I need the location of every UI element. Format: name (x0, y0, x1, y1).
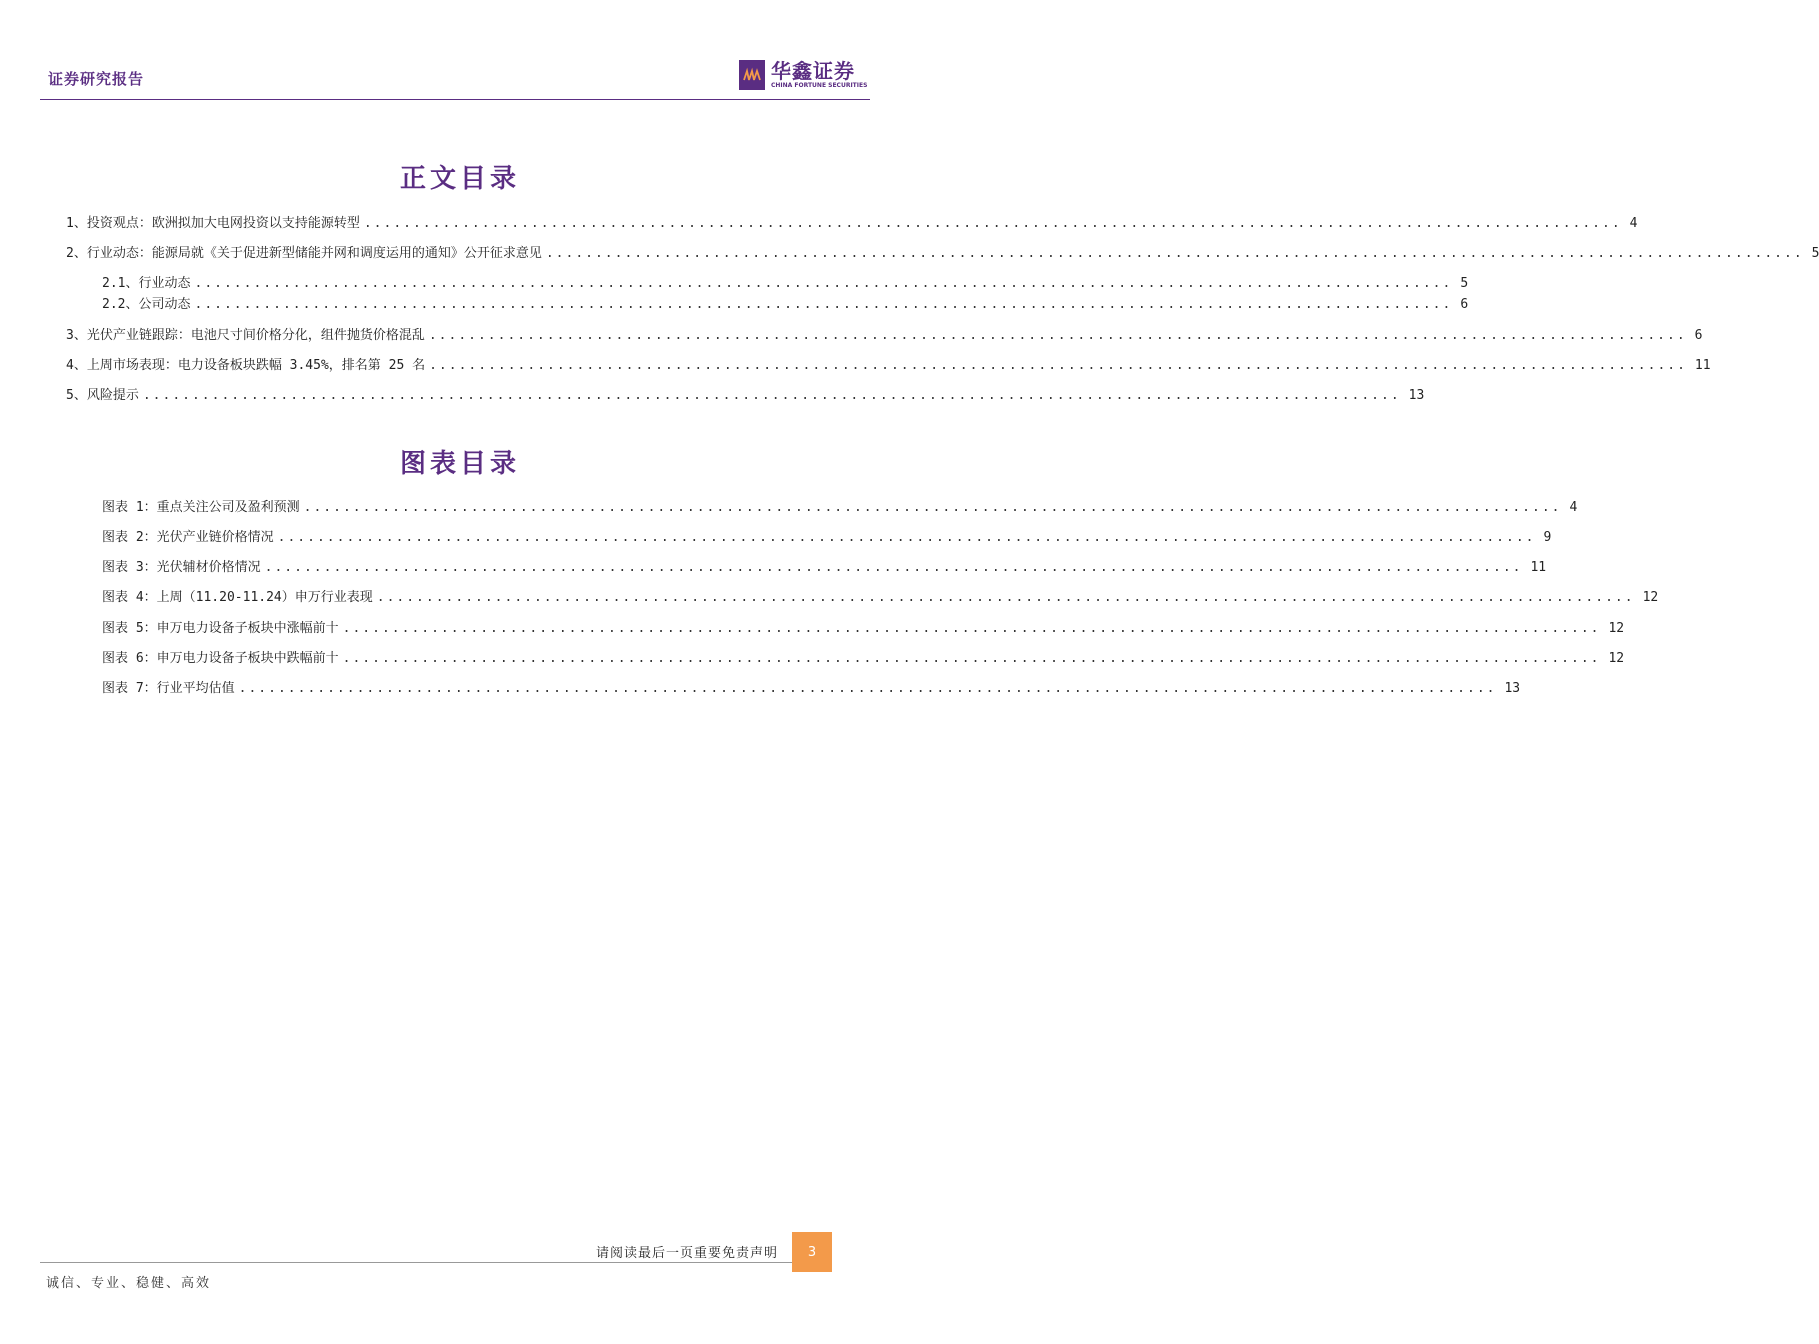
figure-toc-item-2[interactable] (102, 526, 1552, 546)
figure-toc-item-3[interactable] (102, 556, 1547, 576)
logo-en-text: CHINA FORTUNE SECURITIES (771, 82, 868, 89)
toc-item-text: 风险提示 (86, 388, 139, 403)
main-toc-title: 正文目录 (399, 164, 520, 194)
logo-mark-icon (739, 60, 765, 90)
toc-leader-dots: ................................................................................................................................ (363, 216, 1622, 231)
toc-item-page: 11 (1694, 358, 1711, 373)
figure-toc-page: 12 (1642, 590, 1659, 605)
page-number-badge: 3 (792, 1232, 832, 1272)
toc-item-page: 13 (1408, 388, 1425, 403)
toc-item-number: 5、 (66, 388, 87, 403)
figure-toc-item-4[interactable] (102, 586, 1659, 606)
header-divider (40, 99, 870, 100)
toc-item-3[interactable] (66, 324, 1703, 344)
figure-toc-text: 图表 5：申万电力设备子板块中涨幅前十 (102, 621, 339, 636)
figure-toc-text: 图表 3：光伏辅材价格情况 (102, 560, 261, 575)
toc-leader-dots: ................................................................................................................................ (428, 328, 1687, 343)
toc-item-4[interactable] (66, 354, 1711, 374)
toc-item-number: 2、 (66, 246, 87, 261)
toc-item-page: 4 (1629, 216, 1638, 231)
report-type-label: 证券研究报告 (48, 70, 145, 88)
figure-toc-page: 12 (1608, 651, 1625, 666)
toc-item-text: 光伏产业链跟踪：电池尺寸间价格分化，组件抛货价格混乱 (86, 328, 425, 343)
figure-toc-item-6[interactable] (102, 647, 1625, 667)
toc-item-page: 5 (1811, 246, 1819, 261)
figure-toc-page: 12 (1608, 621, 1625, 636)
toc-item-5[interactable] (66, 384, 1425, 404)
footer-disclaimer: 请阅读最后一页重要免责声明 (596, 1246, 779, 1261)
toc-item-page: 6 (1694, 328, 1703, 343)
toc-leader-dots: ................................................................................................................................ (342, 621, 1601, 636)
toc-leader-dots: ................................................................................................................................ (545, 246, 1804, 261)
toc-leader-dots: ................................................................................................................................ (142, 388, 1401, 403)
toc-item-number: 4、 (66, 358, 87, 373)
figure-toc-text: 图表 2：光伏产业链价格情况 (102, 530, 274, 545)
toc-item-2-1[interactable] (102, 272, 1469, 292)
logo-cn-text: 华鑫证券 (771, 59, 855, 83)
toc-item-number: 2.2、 (102, 297, 139, 312)
toc-item-text: 行业动态 (138, 276, 191, 291)
toc-item-2-2[interactable] (102, 293, 1469, 313)
figure-toc-text: 图表 7：行业平均估值 (102, 681, 235, 696)
footer-motto: 诚信、专业、稳健、高效 (46, 1276, 212, 1291)
toc-leader-dots: ................................................................................................................................ (376, 590, 1635, 605)
toc-item-number: 3、 (66, 328, 87, 343)
toc-leader-dots: ................................................................................................................................ (277, 530, 1536, 545)
figure-toc-page: 11 (1530, 560, 1547, 575)
figure-toc-title: 图表目录 (399, 449, 520, 479)
toc-leader-dots: ................................................................................................................................ (303, 500, 1562, 515)
toc-item-page: 6 (1460, 297, 1469, 312)
figure-toc-page: 9 (1543, 530, 1552, 545)
figure-toc-item-1[interactable] (102, 496, 1578, 516)
figure-toc-text: 图表 1：重点关注公司及盈利预测 (102, 500, 300, 515)
figure-toc-text: 图表 6：申万电力设备子板块中跌幅前十 (102, 651, 339, 666)
toc-item-1[interactable] (66, 212, 1638, 232)
toc-item-number: 1、 (66, 216, 87, 231)
toc-item-number: 2.1、 (102, 276, 139, 291)
figure-toc-page: 4 (1569, 500, 1578, 515)
toc-leader-dots: ................................................................................................................................ (194, 297, 1453, 312)
toc-item-text: 投资观点：欧洲拟加大电网投资以支持能源转型 (86, 216, 360, 231)
figure-toc-item-7[interactable] (102, 677, 1521, 697)
toc-leader-dots: ................................................................................................................................ (264, 560, 1523, 575)
toc-leader-dots: ................................................................................................................................ (194, 276, 1453, 291)
figure-toc-item-5[interactable] (102, 617, 1625, 637)
toc-leader-dots: ................................................................................................................................ (238, 681, 1497, 696)
company-logo (739, 58, 867, 92)
toc-leader-dots: ................................................................................................................................ (342, 651, 1601, 666)
figure-toc-page: 13 (1504, 681, 1521, 696)
toc-item-text: 上周市场表现：电力设备板块跌幅 3.45%，排名第 25 名 (86, 358, 426, 373)
toc-item-text: 行业动态：能源局就《关于促进新型储能并网和调度运用的通知》公开征求意见 (86, 246, 542, 261)
figure-toc-text: 图表 4：上周（11.20-11.24）申万行业表现 (102, 590, 373, 605)
toc-item-2[interactable] (66, 242, 1819, 262)
footer-divider (40, 1262, 830, 1263)
toc-item-page: 5 (1460, 276, 1469, 291)
toc-leader-dots: ................................................................................................................................ (429, 358, 1687, 373)
toc-item-text: 公司动态 (138, 297, 191, 312)
